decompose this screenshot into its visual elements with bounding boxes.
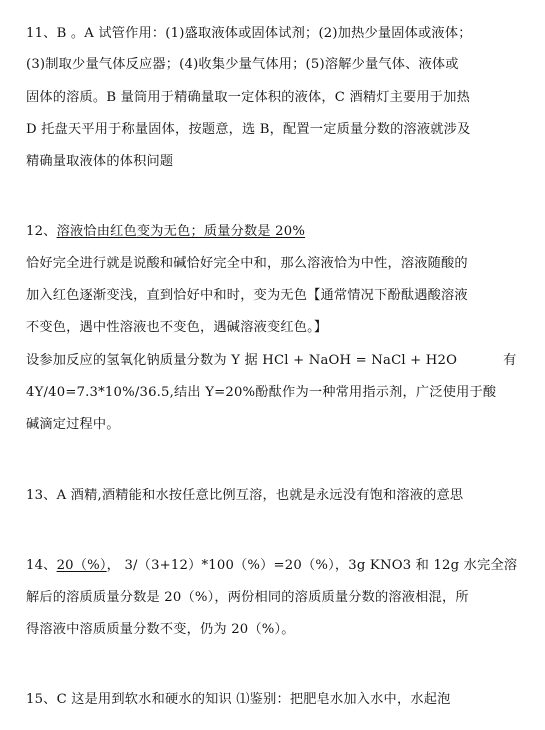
q12-line-6: 4Y/40=7.3*10%/36.5,结出 Y=20%酚酞作为一种常用指示剂，广泛使用于酸: [26, 385, 497, 400]
q12-number: 12、: [26, 224, 57, 239]
q12-equation-text: 设参加反应的氢氧化钠质量分数为 Y 据 HCl + NaOH = NaCl + H2O: [26, 353, 458, 368]
q13-line-1: 13、A 酒精,酒精能和水按任意比例互溶，也就是永远没有饱和溶液的意思: [26, 488, 464, 503]
q14-line-1-rest: ， 3/（3+12）*100（%）=20（%），3g KNO3 和 12g 水完全溶: [106, 558, 518, 573]
q11-line-4: D 托盘天平用于称量固体，按题意，选 B，配置一定质量分数的溶液就涉及: [26, 122, 471, 137]
q14-line-2: 解后的溶质质量分数是 20（%），两份相同的溶质质量分数的溶液相混，所: [26, 590, 469, 605]
q15-line-1: 15、C 这是用到软水和硬水的知识 ⑴鉴别：把肥皂水加入水中，水起泡: [26, 692, 451, 707]
q12-you-text: 有: [503, 353, 517, 368]
q11-line-5: 精确量取液体的体积问题: [26, 154, 174, 169]
q12-line-5: [26, 351, 517, 371]
q14-answer: 20（%）: [56, 558, 107, 573]
q14-number: 14、: [26, 558, 57, 573]
q14-line-1: [26, 556, 517, 576]
q12-line-7: 碱滴定过程中。: [26, 417, 120, 432]
q11-line-3: 固体的溶质。B 量筒用于精确量取一定体积的液体，C 酒精灯主要用于加热: [26, 90, 470, 105]
q11-line-2: (3)制取少量气体反应器；(4)收集少量气体用；(5)溶解少量气体、液体或: [26, 57, 459, 72]
q14-line-3: 得溶液中溶质质量分数不变，仍为 20（%）。: [26, 622, 295, 637]
q12-line-2: 恰好完全进行就是说酸和碱恰好完全中和，那么溶液恰为中性，溶液随酸的: [26, 256, 468, 271]
q11-line-1: 11、B 。A 试管作用：(1)盛取液体或固体试剂；(2)加热少量固体或液体；: [26, 26, 472, 41]
q12-answer: 溶液恰由红色变为无色；质量分数是 20%: [56, 224, 306, 239]
q12-line-1: [26, 222, 305, 242]
q12-line-3: 加入红色逐渐变浅，直到恰好中和时，变为无色【通常情况下酚酞遇酸溶液: [26, 288, 468, 303]
q12-line-4: 不变色，遇中性溶液也不变色，遇碱溶液变红色。】: [26, 320, 328, 335]
